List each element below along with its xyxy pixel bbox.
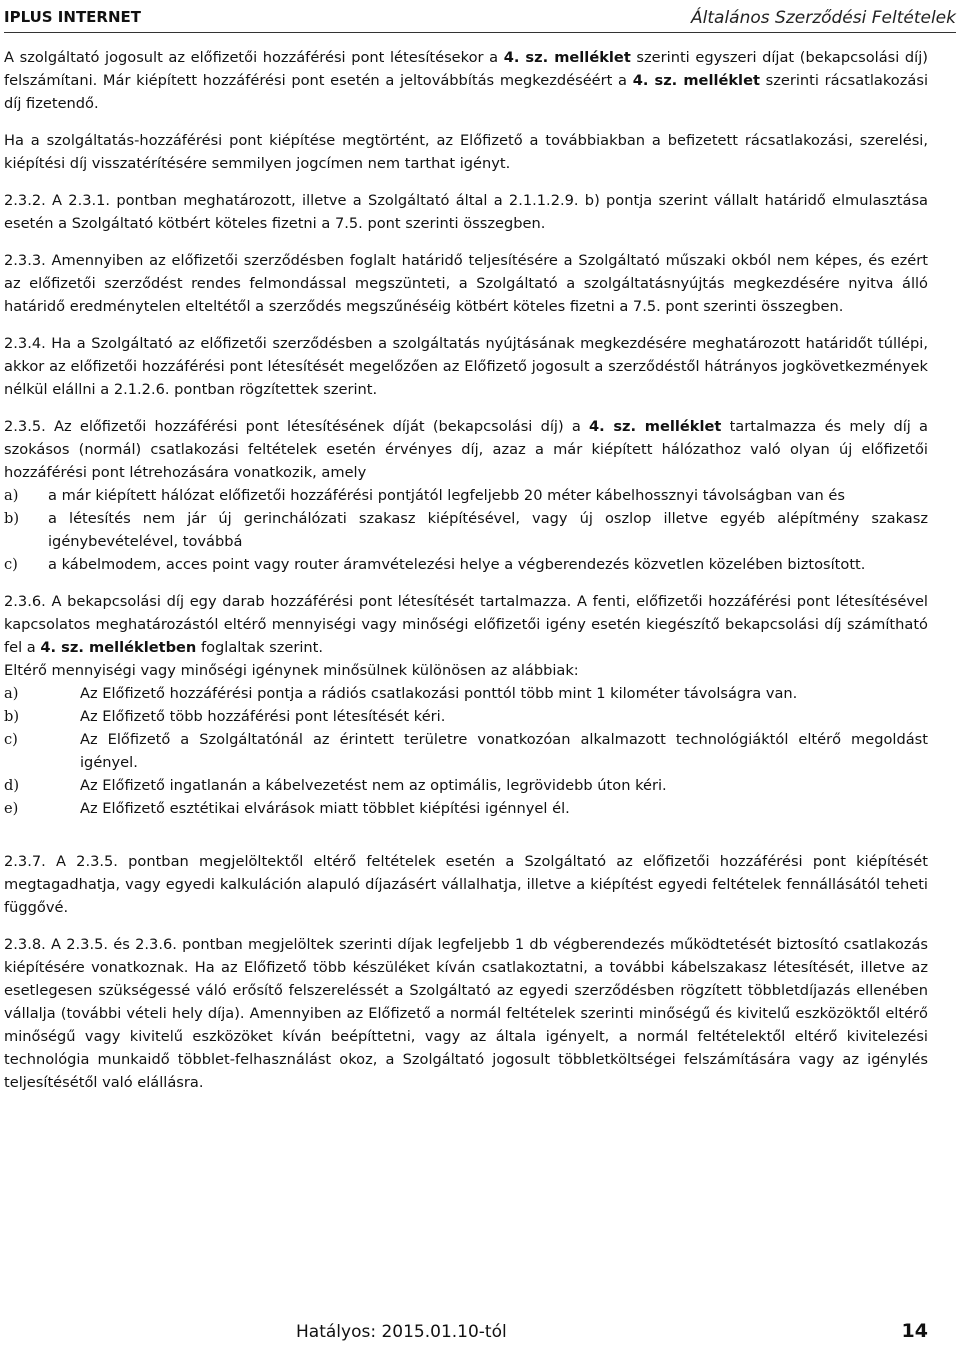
list-item: e) Az Előfizető esztétikai elvárások miatt többlet kiépítési igénnyel él.	[4, 800, 570, 817]
paragraph-2-3-4: 2.3.4. Ha a Szolgáltató az előfizetői szerződésben a szolgáltatás nyújtásának megkezdésére meghatározott határidőt túllépi, akkor az előfizetői hozzáférési pont létesítését megelőzően az Előfizető jogosult a szerződéstől hátrányos jogkövetkezmények nélkül elállni a 2.1.2.6. pontban rögzítettek szerint.	[4, 335, 928, 398]
document-title: Általános Szerződési Feltételek	[691, 8, 956, 28]
paragraph-2-3-2: 2.3.2. A 2.3.1. pontban meghatározott, illetve a Szolgáltató által a 2.1.1.2.9. b) pontja szerint vállalt határidő elmulasztása esetén a Szolgáltató kötbért köteles fizetni a 7.5. pont szerinti összegben.	[4, 192, 928, 232]
effective-date: Hatályos: 2015.01.10-tól	[296, 1322, 507, 1342]
paragraph-special-needs: Eltérő mennyiségi vagy minőségi igénynek minősülnek különösen az alábbiak:	[4, 662, 579, 679]
page-number: 14	[901, 1320, 928, 1342]
paragraph-2-3-5: 2.3.5. Az előfizetői hozzáférési pont létesítésének díját (bekapcsolási díj) a 4. sz. melléklet tartalmazza és mely díj a szokásos (normál) csatlakozási feltételek esetén érvényes díj, azaz a már kiépített hálózathoz való olyan új előfizetői hozzáférési pont létrehozására vonatkozik, amely	[4, 418, 928, 481]
paragraph-2-3-8: 2.3.8. A 2.3.5. és 2.3.6. pontban megjelöltek szerinti díjak legfeljebb 1 db végberendezés működtetését biztosító csatlakozás kiépítésére vonatkoznak. Ha az Előfizető több készüléket kíván csatlakoztatni, a további kábelszakasz létesítését, illetve az esetlegesen szükségessé váló erősítő felszereléssét a Szolgáltató az egyedi szerződésben rögzített többletdíjazás ellenében vállalja (további vételi hely díja). Amennyiben az Előfizető a normál feltételek szerinti minőségű és kivitelű eszközöktől eltérő minőségű vagy kivitelű eszközöket kíván beépíttetni, vagy az általa igényelt, a normál feltételektől eltérő kivitelezési technológia munkaidő többlet-felhasználást okoz, a Szolgáltató jogosult többletköltségei felszámítására vagy az igénylés teljesítésétől való elállásra.	[4, 936, 928, 1091]
paragraph-2-3-7: 2.3.7. A 2.3.5. pontban megjelöltektől eltérő feltételek esetén a Szolgáltató az előfizetői hozzáférési pont kiépítését megtagadhatja, vagy egyedi kalkuláción alapuló díjazásért vállalhatja, illetve a kiépítést egyedi feltételek fennállásától teheti függővé.	[4, 853, 928, 916]
company-name: IPLUS INTERNET	[4, 8, 141, 26]
list-item: b) a létesítés nem jár új gerinchálózati szakasz kiépítésével, vagy új oszlop illetve egyéb alépítmény szakasz igénybevételével, továbbá	[4, 510, 928, 550]
paragraph-2-3-6: 2.3.6. A bekapcsolási díj egy darab hozzáférési pont létesítését tartalmazza. A fenti, előfizetői hozzáférési pont létesítésével kapcsolatos meghatározástól eltérő mennyiségi vagy minőségi előfizetői igény esetén kiegészítő bekapcsolási díj számítható fel a 4. sz. mellékletben foglaltak szerint.	[4, 593, 928, 656]
list-item: d) Az Előfizető ingatlanán a kábelvezetést nem az optimális, legrövidebb úton kéri.	[4, 777, 667, 794]
list-item: a) Az Előfizető hozzáférési pontja a rádiós csatlakozási ponttól több mint 1 kilométer távolságra van.	[4, 685, 798, 702]
list-item: c) a kábelmodem, acces point vagy router áramvételezési helye a végberendezés közvetlen közelében biztosított.	[4, 556, 866, 573]
page-footer	[0, 1318, 960, 1346]
paragraph-2-3-3: 2.3.3. Amennyiben az előfizetői szerződésben foglalt határidő teljesítésére a Szolgáltató műszaki okból nem képes, és ezért az előfizetői szerződést rendes felmondással megszünteti, a Szolgáltató a szolgáltatásnyújtás megkezdésére nyitva álló határidő eredménytelen elteltétől a szerződés megszűnéséig kötbért köteles fizetni a 7.5. pont szerinti összegben.	[4, 252, 928, 315]
list-item: a) a már kiépített hálózat előfizetői hozzáférési pontjától legfeljebb 20 méter kábelhossznyi távolságban van és	[4, 487, 845, 504]
page-header	[4, 6, 956, 33]
list-item: b) Az Előfizető több hozzáférési pont létesítését kéri.	[4, 708, 446, 725]
list-item: c) Az Előfizető a Szolgáltatónál az érintett területre vonatkozóan alkalmazott technológiáktól eltérő megoldást igényel.	[4, 731, 928, 771]
document-body	[4, 46, 928, 1108]
paragraph-fee-intro: A szolgáltató jogosult az előfizetői hozzáférési pont létesítésekor a 4. sz. melléklet szerinti egyszeri díjat (bekapcsolási díj) felszámítani. Már kiépített hozzáférési pont esetén a jeltovábbítás megkezdéséért a 4. sz. melléklet szerinti rácsatlakozási díj fizetendő.	[4, 49, 928, 112]
paragraph-no-refund: Ha a szolgáltatás-hozzáférési pont kiépítése megtörtént, az Előfizető a továbbiakban a befizetett rácsatlakozási, szerelési, kiépítési díj visszatérítésére semmilyen jogcímen nem tarthat igényt.	[4, 132, 928, 172]
